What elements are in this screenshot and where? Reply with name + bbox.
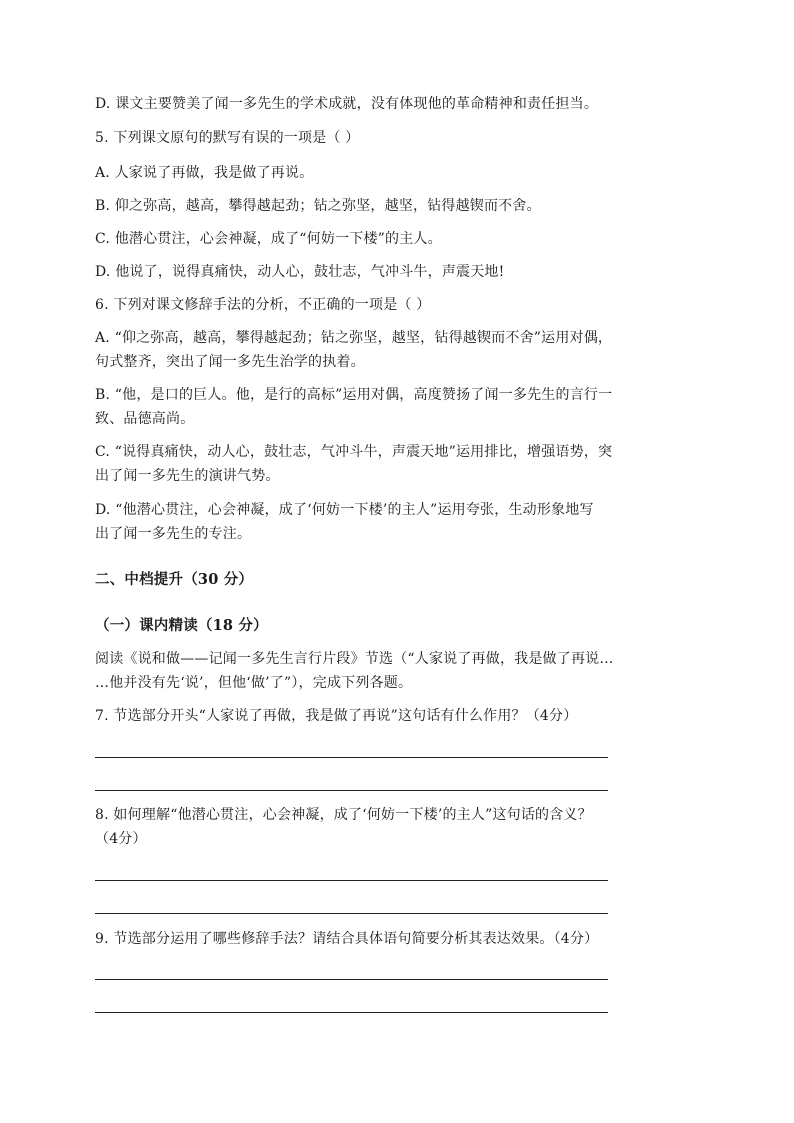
q5-option-d: D. 他说了，说得真痛快，动人心，鼓壮志，气冲斗牛，声震天地! [95,264,505,280]
q5-stem: 5. 下列课文原句的默写有误的一项是（ ） [95,130,360,146]
answer-line[interactable] [95,757,608,758]
section-2-title: 二、中档提升（30 分） [95,571,254,588]
reading-intro-line1: 阅读《说和做——记闻一多先生言行片段》节选（“人家说了再做，我是做了再说… [95,651,614,667]
q9-stem: 9. 节选部分运用了哪些修辞手法？请结合具体语句简要分析其表达效果。（4分） [95,931,599,947]
answer-line[interactable] [95,880,608,881]
q6-option-b-line2: 致、品德高尚。 [95,411,195,427]
q7-stem: 7. 节选部分开头“人家说了再做，我是做了再说”这句话有什么作用？（4分） [95,708,578,724]
q4-option-d: D. 课文主要赞美了闻一多先生的学术成就，没有体现他的革命精神和责任担当。 [95,96,599,112]
q6-option-a-line1: A. “仰之弥高，越高，攀得越起劲；钻之弥坚，越坚，钻得越锲而不舍”运用对偶， [95,330,613,346]
answer-line[interactable] [95,913,608,914]
q6-stem: 6. 下列对课文修辞手法的分析，不正确的一项是（ ） [95,297,431,313]
answer-line[interactable] [95,979,608,980]
q6-option-c-line1: C. “说得真痛快，动人心，鼓壮志，气冲斗牛，声震天地”运用排比，增强语势，突 [95,444,613,460]
q6-option-d-line2: 出了闻一多先生的专注。 [95,526,252,542]
q5-option-c: C. 他潜心贯注，心会神凝，成了“何妨一下楼”的主人。 [95,231,442,247]
q6-option-b-line1: B. “他，是口的巨人。他，是行的高标”运用对偶，高度赞扬了闻一多先生的言行一 [95,387,613,403]
answer-line[interactable] [95,790,608,791]
q5-option-b: B. 仰之弥高，越高，攀得越起劲；钻之弥坚，越坚，钻得越锲而不舍。 [95,198,541,214]
q8-stem-line1: 8. 如何理解“他潜心贯注，心会神凝，成了‘何妨一下楼’的主人”这句话的含义？ [95,807,592,823]
q6-option-d-line1: D. “他潜心贯注，心会神凝，成了‘何妨一下楼’的主人”运用夸张，生动形象地写 [95,502,594,518]
q6-option-a-line2: 句式整齐，突出了闻一多先生治学的执着。 [95,354,365,370]
q6-option-c-line2: 出了闻一多先生的演讲气势。 [95,468,280,484]
reading-intro-line2: …他并没有先‘说’，但他‘做’了”），完成下列各题。 [95,675,413,691]
answer-line[interactable] [95,1012,608,1013]
q8-stem-line2: （4分） [95,831,147,847]
subsection-1-title: （一）课内精读（18 分） [95,617,268,634]
q5-option-a: A. 人家说了再做，我是做了再说。 [95,165,314,181]
